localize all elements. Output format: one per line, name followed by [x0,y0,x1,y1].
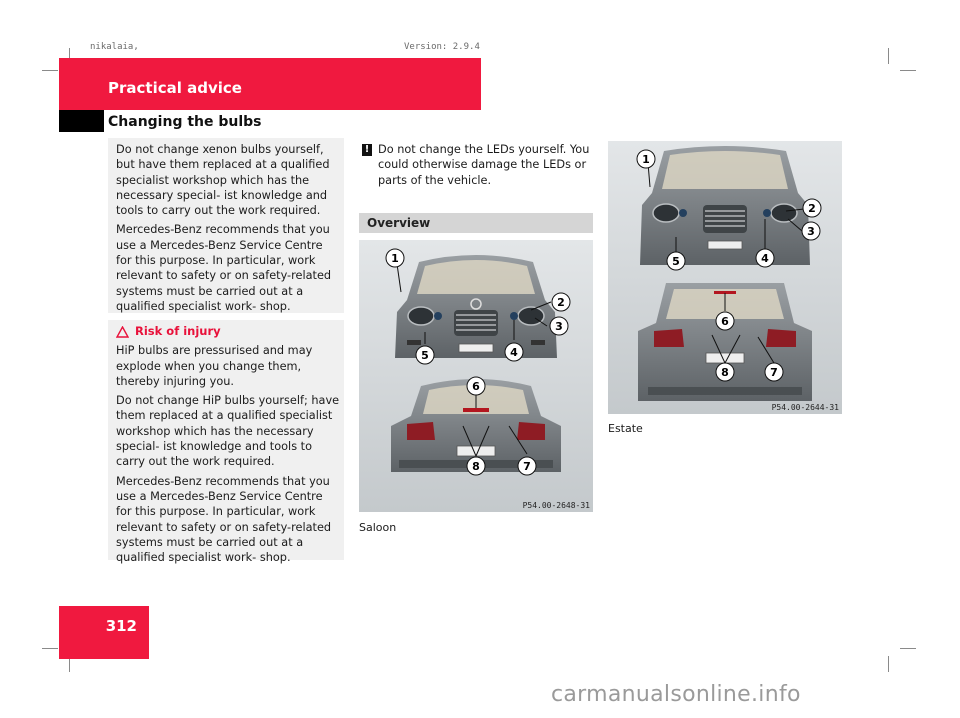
callout-3: 3 [555,320,563,333]
overview-heading-bar [359,213,593,233]
callout-7: 7 [770,366,778,379]
warning-triangle-icon [116,326,129,338]
page-number-box [59,606,149,659]
section-header-bar [59,58,481,110]
page-number: 312 [105,617,137,635]
crop-mark [888,656,889,672]
callout-2: 2 [808,202,816,215]
xenon-notice-text [116,142,340,318]
saloon-photo [359,240,593,512]
notice-icon: ! [362,144,372,156]
callout-1: 1 [391,252,399,265]
crop-mark [42,70,58,71]
warning-title: Risk of injury [135,324,221,338]
meta-author: nikalaia, [90,42,139,52]
callout-4: 4 [510,346,518,359]
saloon-image-code: P54.00-2648-31 [522,501,590,510]
warning-paragraph: Mercedes-Benz recommends that you use a Mercedes-Benz Service Centre for this purpose. In particular, work relevant to safety or on safety-related systems must be carried out at a qualified specialist work- shop. [116,474,332,565]
meta-version: Version: 2.9.4 [404,42,480,52]
watermark[interactable]: carmanualsonline.info [551,682,801,707]
warning-paragraph: Do not change HiP bulbs yourself; have them replaced at a qualified specialist workshop which has the necessary special- ist knowledge and tools to carry out the work required. [116,394,340,469]
callout-6: 6 [472,380,480,393]
xenon-paragraph: Do not change xenon bulbs yourself, but have them replaced at a qualified specialist workshop which has the necessary special- ist knowledge and tools to carry out the work required. [116,143,330,218]
callout-3: 3 [807,225,815,238]
estate-illustration [608,141,842,414]
crop-mark [900,70,916,71]
warning-heading [116,324,340,339]
estate-caption: Estate [608,422,643,435]
overview-title: Overview [367,216,431,230]
crop-mark [900,648,916,649]
callout-1: 1 [642,153,650,166]
saloon-caption: Saloon [359,521,397,534]
led-notice [362,142,594,188]
warning-text [116,324,340,569]
subsection-title: Changing the bulbs [108,114,262,130]
callout-7: 7 [523,460,531,473]
callout-4: 4 [761,252,769,265]
crop-mark [42,648,58,649]
callout-8: 8 [721,366,729,379]
subsection-tab [59,110,104,132]
callout-6: 6 [721,315,729,328]
led-notice-text: Do not change the LEDs yourself. You could otherwise damage the LEDs or parts of the vehicle. [378,143,590,187]
callout-8: 8 [472,460,480,473]
callout-5: 5 [421,349,429,362]
crop-mark [888,48,889,64]
estate-photo [608,141,842,414]
xenon-paragraph: Mercedes-Benz recommends that you use a Mercedes-Benz Service Centre for this purpose. In particular, work relevant to safety or on safety-related systems must be carried out at a qualified specialist work- shop. [116,223,332,313]
callout-5: 5 [672,255,680,268]
callout-2: 2 [557,296,565,309]
estate-image-code: P54.00-2644-31 [771,403,839,412]
section-title: Practical advice [108,79,242,97]
saloon-illustration [359,240,593,512]
warning-paragraph: HiP bulbs are pressurised and may explode when you change them, thereby injuring you. [116,344,313,388]
